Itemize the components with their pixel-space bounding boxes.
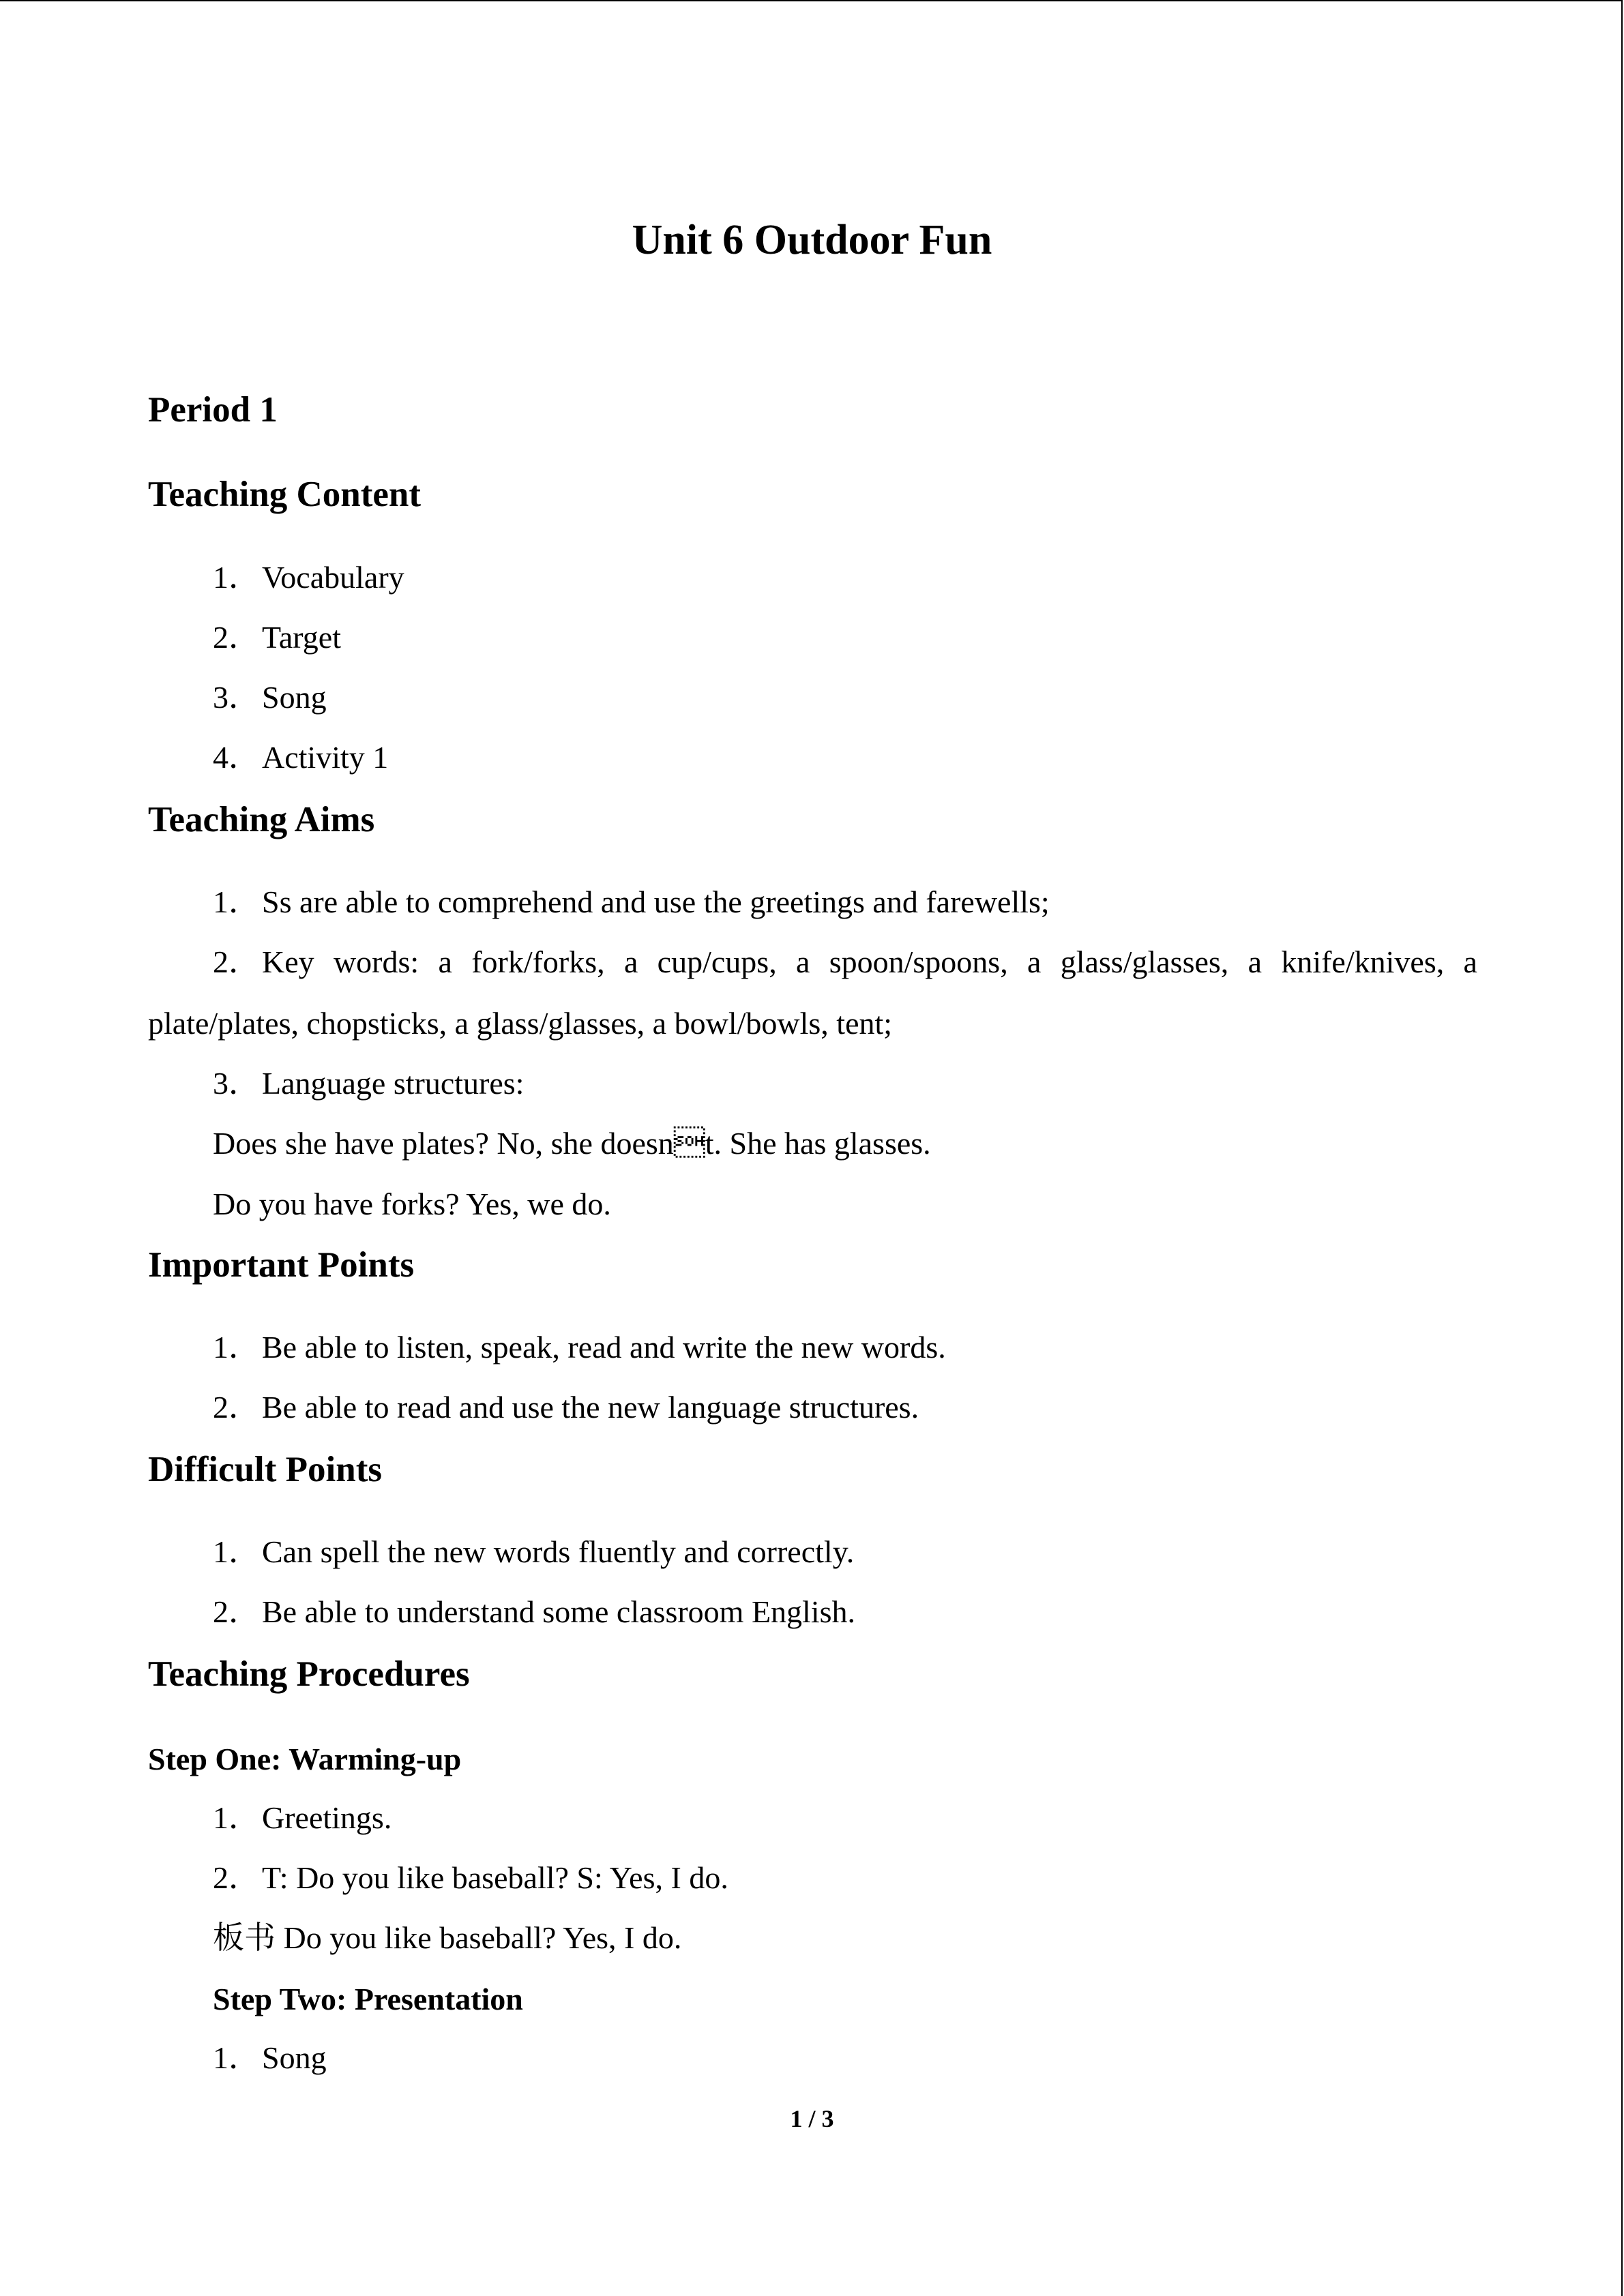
content-item: 3．Song [213, 680, 327, 715]
content-item: 1．Vocabulary [213, 560, 404, 595]
step-one-item: 1．Greetings. [213, 1800, 392, 1835]
aims-item: 3．Language structures: [213, 1066, 525, 1101]
aims-item: 1．Ss are able to comprehend and use the greetings and farewells; [213, 884, 1050, 919]
document-title: Unit 6 Outdoor Fun [632, 217, 992, 263]
aims-item-key-words: 2．Key words: a fork/forks, a cup/cups, a spoon/spoons, a glass/glasses, a knife/knives, a [213, 944, 1477, 979]
aims-item-key-words-continued: plate/plates, chopsticks, a glass/glasses, a bowl/bowls, tent; [148, 1006, 893, 1041]
teaching-aims-heading: Teaching Aims [148, 800, 375, 839]
step-one-heading: Step One: Warming-up [148, 1742, 462, 1776]
example-sentence: Do you have forks? Yes, we do. [213, 1187, 611, 1221]
difficult-item: 2．Be able to understand some classroom English. [213, 1594, 856, 1629]
important-item: 1．Be able to listen, speak, read and write the new words. [213, 1330, 946, 1365]
step-one-item: 2．T: Do you like baseball? S: Yes, I do. [213, 1860, 728, 1895]
important-item: 2．Be able to read and use the new language structures. [213, 1390, 919, 1425]
period-heading: Period 1 [148, 390, 278, 430]
difficult-item: 1．Can spell the new words fluently and correctly. [213, 1534, 855, 1569]
difficult-points-heading: Difficult Points [148, 1450, 382, 1489]
example-sentence: Does she have plates? No, she doesnt. She has glasses. [213, 1126, 931, 1161]
teaching-content-heading: Teaching Content [148, 475, 422, 514]
content-item: 4．Activity 1 [213, 740, 389, 775]
board-note: 板书 Do you like baseball? Yes, I do. [213, 1920, 682, 1955]
teaching-procedures-heading: Teaching Procedures [148, 1654, 470, 1694]
important-points-heading: Important Points [148, 1245, 415, 1285]
step-two-heading: Step Two: Presentation [213, 1982, 523, 2016]
content-item: 2．Target [213, 620, 341, 655]
page-indicator: 1 / 3 [790, 2105, 834, 2132]
step-two-item: 1．Song [213, 2040, 327, 2075]
